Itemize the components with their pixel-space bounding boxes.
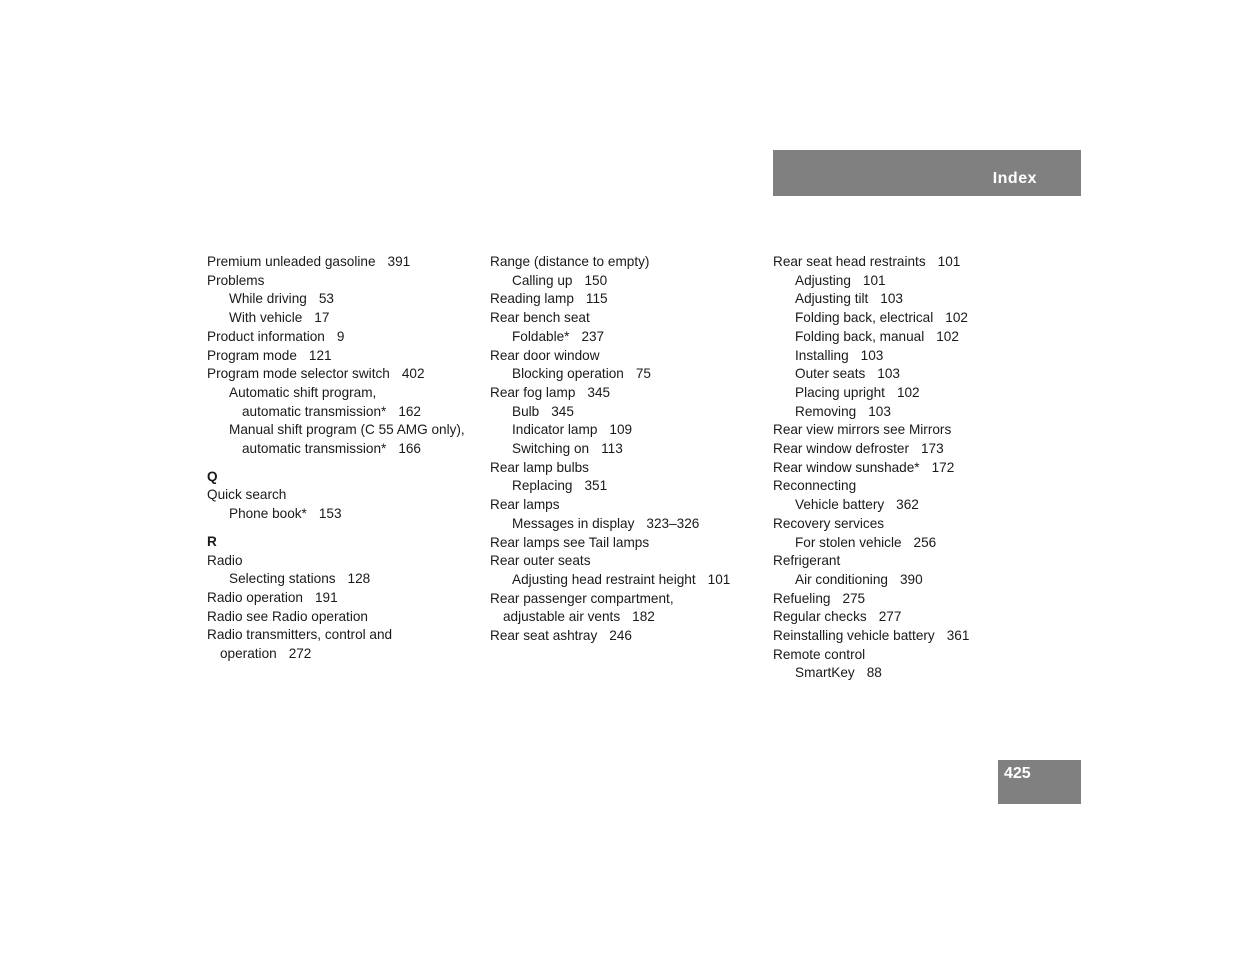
index-page-ref: 256 bbox=[913, 534, 937, 550]
index-entry bbox=[490, 309, 770, 328]
index-entry-text: While driving bbox=[229, 291, 307, 307]
index-page-ref: 391 bbox=[387, 254, 411, 269]
index-entry bbox=[773, 421, 1053, 440]
index-entry-text: Rear lamps bbox=[490, 497, 560, 513]
index-entry-text: Radio transmitters, control and bbox=[207, 627, 393, 643]
index-entry-text: Recovery services bbox=[773, 515, 885, 531]
index-page-ref: 345 bbox=[551, 403, 574, 419]
index-page-ref: 361 bbox=[946, 628, 970, 644]
index-page-ref: 246 bbox=[609, 628, 632, 644]
index-entry-text: Regular checks bbox=[773, 609, 867, 625]
index-entry-text: Messages in display bbox=[512, 515, 635, 531]
index-entry bbox=[490, 365, 770, 384]
index-entry bbox=[490, 477, 770, 496]
index-page-ref: 237 bbox=[581, 328, 605, 344]
index-page-ref: 102 bbox=[945, 310, 968, 326]
index-entry bbox=[207, 253, 487, 272]
index-page-ref: 88 bbox=[866, 665, 882, 681]
index-entry bbox=[207, 328, 487, 347]
index-column-2 bbox=[490, 253, 770, 646]
index-entry-text: Rear lamp bulbs bbox=[490, 459, 589, 475]
index-entry bbox=[490, 403, 770, 422]
index-page-ref: 103 bbox=[860, 347, 884, 363]
index-entry bbox=[773, 459, 1053, 478]
index-page-ref: 101 bbox=[862, 272, 886, 288]
index-entry bbox=[773, 403, 1053, 422]
index-entry bbox=[207, 309, 487, 328]
index-entry bbox=[773, 477, 1053, 496]
index-entry-text: Program mode selector switch bbox=[207, 366, 390, 382]
index-entry bbox=[490, 590, 770, 609]
index-page-ref: 9 bbox=[336, 328, 345, 344]
index-entry bbox=[207, 626, 487, 645]
index-entry-text: Selecting stations bbox=[229, 571, 336, 587]
index-entry-text: Refrigerant bbox=[773, 553, 841, 569]
index-page-ref: 113 bbox=[601, 441, 623, 457]
index-column-3 bbox=[773, 253, 1053, 683]
index-entry-text: With vehicle bbox=[229, 310, 303, 326]
index-page-ref: 402 bbox=[401, 366, 425, 382]
index-entry-text: SmartKey bbox=[795, 665, 855, 681]
index-entry bbox=[773, 590, 1053, 609]
index-entry-text: Refueling bbox=[773, 590, 831, 606]
index-entry-text: Range (distance to empty) bbox=[490, 254, 650, 269]
index-entry-text: Radio see Radio operation bbox=[207, 608, 368, 624]
index-entry-text: Blocking operation bbox=[512, 366, 624, 382]
index-entry bbox=[207, 589, 487, 608]
index-entry bbox=[773, 646, 1053, 665]
index-page-ref: 153 bbox=[318, 506, 342, 522]
index-page-ref: 109 bbox=[609, 422, 633, 438]
index-page-ref: 191 bbox=[314, 589, 338, 605]
index-entry bbox=[773, 440, 1053, 459]
index-entry bbox=[773, 290, 1053, 309]
index-page-ref: 172 bbox=[931, 459, 955, 475]
index-entry-text: Manual shift program (C 55 AMG only), bbox=[229, 422, 465, 438]
index-entry bbox=[490, 328, 770, 347]
index-page-ref: 101 bbox=[937, 254, 961, 269]
index-entry-text: Rear outer seats bbox=[490, 553, 591, 569]
index-entry bbox=[773, 552, 1053, 571]
index-entry bbox=[773, 571, 1053, 590]
index-entry-text: Rear seat ashtray bbox=[490, 628, 598, 644]
index-entry bbox=[773, 347, 1053, 366]
index-entry-text: Radio bbox=[207, 552, 243, 568]
index-entry bbox=[773, 253, 1053, 272]
index-page-ref: 115 bbox=[585, 291, 608, 307]
index-entry bbox=[773, 365, 1053, 384]
index-page-ref: 103 bbox=[880, 291, 903, 307]
index-entry bbox=[490, 290, 770, 309]
index-entry bbox=[207, 272, 487, 291]
index-page-ref: 102 bbox=[936, 328, 959, 344]
index-entry-text: Air conditioning bbox=[795, 571, 888, 587]
index-entry bbox=[773, 384, 1053, 403]
index-page-ref: 390 bbox=[899, 571, 923, 587]
index-entry-text: Adjusting head restraint height bbox=[512, 571, 696, 587]
index-entry-text: automatic transmission* bbox=[242, 403, 387, 419]
index-page-ref: 277 bbox=[878, 609, 902, 625]
index-page-ref: 351 bbox=[584, 478, 608, 494]
index-entry-text: Rear door window bbox=[490, 347, 600, 363]
index-entry-text: Folding back, electrical bbox=[795, 310, 934, 326]
index-entry-text: Rear bench seat bbox=[490, 310, 590, 326]
index-page-ref: 162 bbox=[398, 403, 421, 419]
index-entry bbox=[207, 403, 487, 422]
index-page-ref: 150 bbox=[584, 272, 608, 288]
index-entry-text: adjustable air vents bbox=[503, 609, 621, 625]
index-page-ref: 362 bbox=[896, 497, 919, 513]
index-entry-text: Rear fog lamp bbox=[490, 384, 576, 400]
index-entry-text: Outer seats bbox=[795, 366, 866, 382]
index-page-ref: 17 bbox=[314, 310, 330, 326]
index-entry-text: Rear window defroster bbox=[773, 441, 909, 457]
index-entry-text: Reinstalling vehicle battery bbox=[773, 628, 935, 644]
index-section-letter: Q bbox=[207, 468, 218, 484]
index-entry bbox=[207, 384, 487, 403]
index-page-ref: 103 bbox=[877, 366, 900, 382]
index-page-ref: 102 bbox=[896, 384, 920, 400]
index-entry-text: For stolen vehicle bbox=[795, 534, 902, 550]
index-entry bbox=[490, 421, 770, 440]
index-entry-text: Rear seat head restraints bbox=[773, 254, 926, 269]
index-entry-text: Rear passenger compartment, bbox=[490, 590, 674, 606]
index-entry-text: Premium unleaded gasoline bbox=[207, 254, 376, 269]
index-entry bbox=[490, 552, 770, 571]
index-entry bbox=[773, 328, 1053, 347]
index-page-ref: 182 bbox=[632, 609, 655, 625]
index-entry-text: Problems bbox=[207, 272, 265, 288]
index-entry bbox=[490, 459, 770, 478]
index-page-ref: 275 bbox=[842, 590, 866, 606]
index-entry bbox=[207, 347, 487, 366]
index-entry bbox=[490, 253, 770, 272]
index-entry-text: Program mode bbox=[207, 347, 297, 363]
index-entry bbox=[490, 272, 770, 291]
index-entry-text: Installing bbox=[795, 347, 849, 363]
index-entry bbox=[773, 496, 1053, 515]
index-entry-text: Automatic shift program, bbox=[229, 384, 377, 400]
index-page-ref: 272 bbox=[288, 646, 312, 662]
index-page-ref: 121 bbox=[308, 347, 332, 363]
index-entry-text: Reading lamp bbox=[490, 291, 574, 307]
index-page-ref: 345 bbox=[587, 384, 611, 400]
index-entry-text: Indicator lamp bbox=[512, 422, 598, 438]
index-entry bbox=[207, 440, 487, 459]
index-entry bbox=[207, 645, 487, 664]
index-entry-text: Replacing bbox=[512, 478, 573, 494]
index-entry bbox=[207, 290, 487, 309]
index-page-ref: 173 bbox=[921, 441, 944, 457]
index-entry bbox=[490, 571, 770, 590]
index-entry-text: Reconnecting bbox=[773, 478, 857, 494]
index-entry bbox=[773, 515, 1053, 534]
index-entry-text: Foldable* bbox=[512, 328, 570, 344]
page-number-box bbox=[998, 760, 1081, 804]
index-entry bbox=[490, 384, 770, 403]
index-page-ref: 101 bbox=[707, 571, 731, 587]
index-entry bbox=[773, 534, 1053, 553]
index-page-ref: 75 bbox=[635, 366, 651, 382]
index-entry bbox=[207, 365, 487, 384]
index-column-1 bbox=[207, 253, 487, 664]
index-entry bbox=[207, 486, 487, 505]
index-page-ref: 53 bbox=[318, 291, 334, 307]
index-entry bbox=[490, 347, 770, 366]
index-entry bbox=[207, 552, 487, 571]
index-entry-text: Removing bbox=[795, 403, 857, 419]
index-header-bar bbox=[773, 150, 1081, 196]
index-entry bbox=[490, 534, 770, 553]
index-entry bbox=[207, 421, 487, 440]
index-entry-text: Switching on bbox=[512, 441, 590, 457]
index-entry-text: Placing upright bbox=[795, 384, 885, 400]
index-entry bbox=[207, 608, 487, 627]
index-entry-text: Radio operation bbox=[207, 589, 303, 605]
index-entry bbox=[490, 608, 770, 627]
index-entry bbox=[773, 309, 1053, 328]
index-entry bbox=[773, 272, 1053, 291]
index-entry-text: Adjusting tilt bbox=[795, 291, 869, 307]
index-entry-text: Folding back, manual bbox=[795, 328, 925, 344]
page-title: Index bbox=[992, 170, 1037, 187]
index-entry-text: automatic transmission* bbox=[242, 441, 387, 457]
index-page-ref: 128 bbox=[347, 571, 371, 587]
index-entry bbox=[207, 505, 487, 524]
index-entry-text: Adjusting bbox=[795, 272, 851, 288]
index-entry bbox=[773, 664, 1053, 683]
index-page-ref: 166 bbox=[398, 441, 421, 457]
index-entry-text: Rear view mirrors see Mirrors bbox=[773, 422, 952, 438]
index-page-ref: 323–326 bbox=[646, 515, 700, 531]
index-entry-text: Phone book* bbox=[229, 506, 307, 522]
index-entry-text: Product information bbox=[207, 328, 325, 344]
index-entry bbox=[490, 515, 770, 534]
index-entry bbox=[490, 627, 770, 646]
index-page-ref: 103 bbox=[868, 403, 891, 419]
index-entry-text: Remote control bbox=[773, 646, 866, 662]
index-entry-text: Calling up bbox=[512, 272, 573, 288]
index-entry bbox=[207, 570, 487, 589]
index-entry-text: operation bbox=[220, 646, 277, 662]
index-entry-text: Rear window sunshade* bbox=[773, 459, 920, 475]
page-number: 425 bbox=[1004, 765, 1031, 782]
index-entry-text: Rear lamps see Tail lamps bbox=[490, 534, 650, 550]
index-section-letter: R bbox=[207, 533, 217, 549]
index-entry bbox=[773, 627, 1053, 646]
index-entry bbox=[490, 496, 770, 515]
index-entry bbox=[490, 440, 770, 459]
index-entry bbox=[773, 608, 1053, 627]
index-entry-text: Bulb bbox=[512, 403, 540, 419]
index-entry-text: Vehicle battery bbox=[795, 497, 885, 513]
index-entry-text: Quick search bbox=[207, 487, 287, 503]
